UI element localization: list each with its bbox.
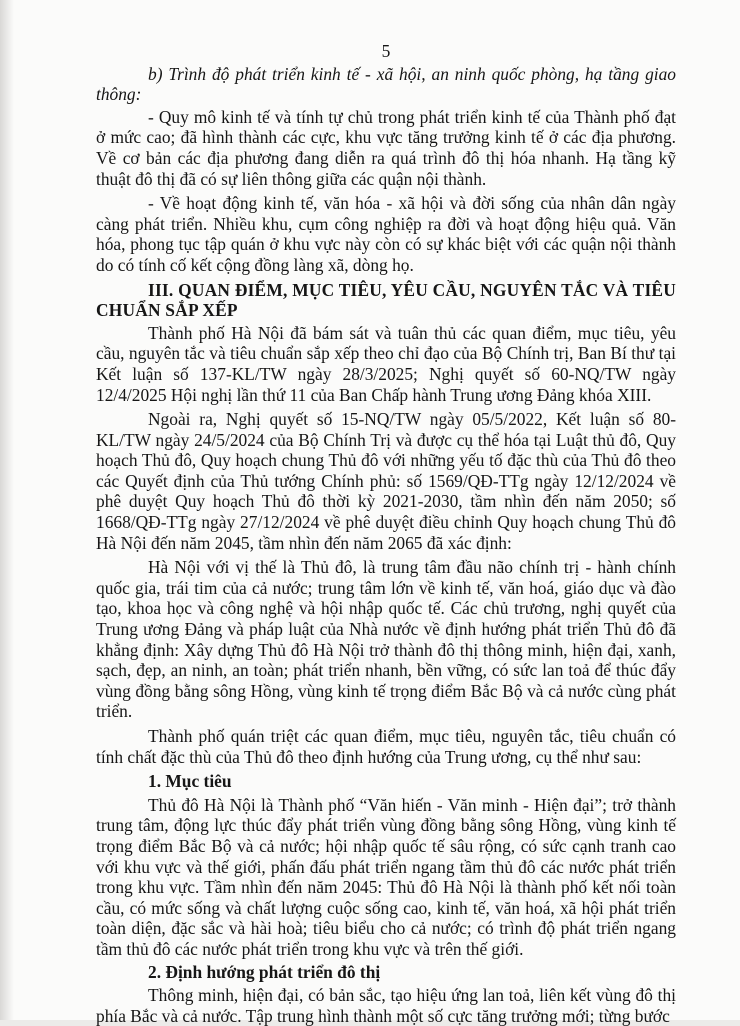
subheading-b: b) Trình độ phát triển kinh tế - xã hội, an ninh quốc phòng, hạ tầng giao thông:: [96, 63, 676, 105]
section-iii-title: III. QUAN ĐIỂM, MỤC TIÊU, YÊU CẦU, NGUYÊN TẮC VÀ TIÊU CHUẨN SẮP XẾP: [96, 279, 676, 321]
paragraph-compliance: Thành phố Hà Nội đã bám sát và tuân thủ các quan điểm, mục tiêu, yêu cầu, nguyên tắc và tiêu chuẩn sắp xếp theo chỉ đạo của Bộ Chính trị, Ban Bí thư tại Kết luận số 137-KL/TW ngày 28/3/2025; Nghị quyết số 60-NQ/TW ngày 12/4/2025 Hội nghị lần thứ 11 của Ban Chấp hành Trung ương Đảng khóa XIII.: [96, 322, 676, 405]
paragraph-goal: Thủ đô Hà Nội là Thành phố “Văn hiến - Văn minh - Hiện đại”; trở thành trung tâm, động lực thúc đẩy phát triển vùng đồng bằng sông Hồng, vùng kinh tế trọng điểm Bắc Bộ và cả nước; hội nhập quốc tế sâu rộng, có sức cạnh tranh cao với khu vực và thế giới, phấn đấu phát triển ngang tầm thủ đô các nước phát triển trong khu vực. Tầm nhìn đến năm 2045: Thủ đô Hà Nội là thành phố kết nối toàn cầu, có mức sống và chất lượng cuộc sống cao, kinh tế, văn hoá, xã hội phát triển toàn diện, đặc sắc và hài hoà; tiêu biểu cho cả nước; có trình độ phát triển ngang tầm thủ đô các nước phát triển trong khu vực và trên thế giới.: [96, 794, 676, 959]
paragraph-orientation: Thông minh, hiện đại, có bản sắc, tạo hiệu ứng lan toả, liên kết vùng đô thị phía Bắc và cả nước. Tập trung hình thành một số cực tăng trưởng mới; từng bước: [96, 985, 676, 1026]
heading-orientation: 2. Định hướng phát triển đô thị: [148, 961, 381, 982]
paragraph-resolutions: Ngoài ra, Nghị quyết số 15-NQ/TW ngày 05/5/2022, Kết luận số 80-KL/TW ngày 24/5/2024 của Bộ Chính Trị và được cụ thể hóa tại Luật thủ đô, Quy hoạch Thủ đô, Quy hoạch chung Thủ đô với những yếu tố đặc thù của Thủ đô theo các Quyết định của Thủ tướng Chính phủ: số 1569/QĐ-TTg ngày 12/12/2024 về phê duyệt Quy hoạch Thủ đô thời kỳ 2021-2030, tầm nhìn đến năm 2050; số 1668/QĐ-TTg ngày 27/12/2024 về phê duyệt điều chỉnh Quy hoạch chung Thủ đô Hà Nội đến năm 2045, tầm nhìn đến năm 2065 đã xác định:: [96, 409, 676, 553]
page-number: 5: [381, 41, 391, 61]
paragraph-economy: - Quy mô kinh tế và tính tự chủ trong phát triển kinh tế của Thành phố đạt ở mức cao; đã hình thành các cực, khu vực tăng trưởng kinh tế ở các địa phương. Về cơ bản các địa phương đang diễn ra quá trình đô thị hóa nhanh. Hạ tầng kỹ thuật đô thị đã có sự liên thông giữa các quận nội thành.: [96, 106, 676, 189]
page-edge-shadow: [0, 0, 14, 1020]
paragraph-capital-position: Hà Nội với vị thế là Thủ đô, là trung tâm đầu não chính trị - hành chính quốc gia, trái tim của cả nước; trung tâm lớn về kinh tế, văn hoá, giáo dục và đào tạo, khoa học và công nghệ và hội nhập quốc tế. Các chủ trương, nghị quyết của Trung ương Đảng và pháp luật của Nhà nước về định hướng phát triển Thủ đô đã khẳng định: Xây dựng Thủ đô Hà Nội trở thành đô thị thông minh, hiện đại, xanh, sạch, đẹp, an ninh, an toàn; phát triển nhanh, bền vững, có sức lan toả để thúc đẩy vùng đồng bằng sông Hồng, vùng kinh tế trọng điểm Bắc Bộ và cả nước cùng phát triển.: [96, 557, 676, 722]
paragraph-thorough: Thành phố quán triệt các quan điểm, mục tiêu, nguyên tắc, tiêu chuẩn có tính chất đặc thù của Thủ đô theo định hướng của Trung ương, cụ thể như sau:: [96, 726, 676, 767]
heading-goal: 1. Mục tiêu: [148, 771, 232, 792]
paragraph-social: - Về hoạt động kinh tế, văn hóa - xã hội và đời sống của nhân dân ngày càng phát triển. Nhiều khu, cụm công nghiệp ra đời và hoạt động hiệu quả. Văn hóa, phong tục tập quán ở khu vực này còn có sự khác biệt với các quận nội thành do có tính cố kết cộng đồng làng xã, dòng họ.: [96, 193, 676, 275]
